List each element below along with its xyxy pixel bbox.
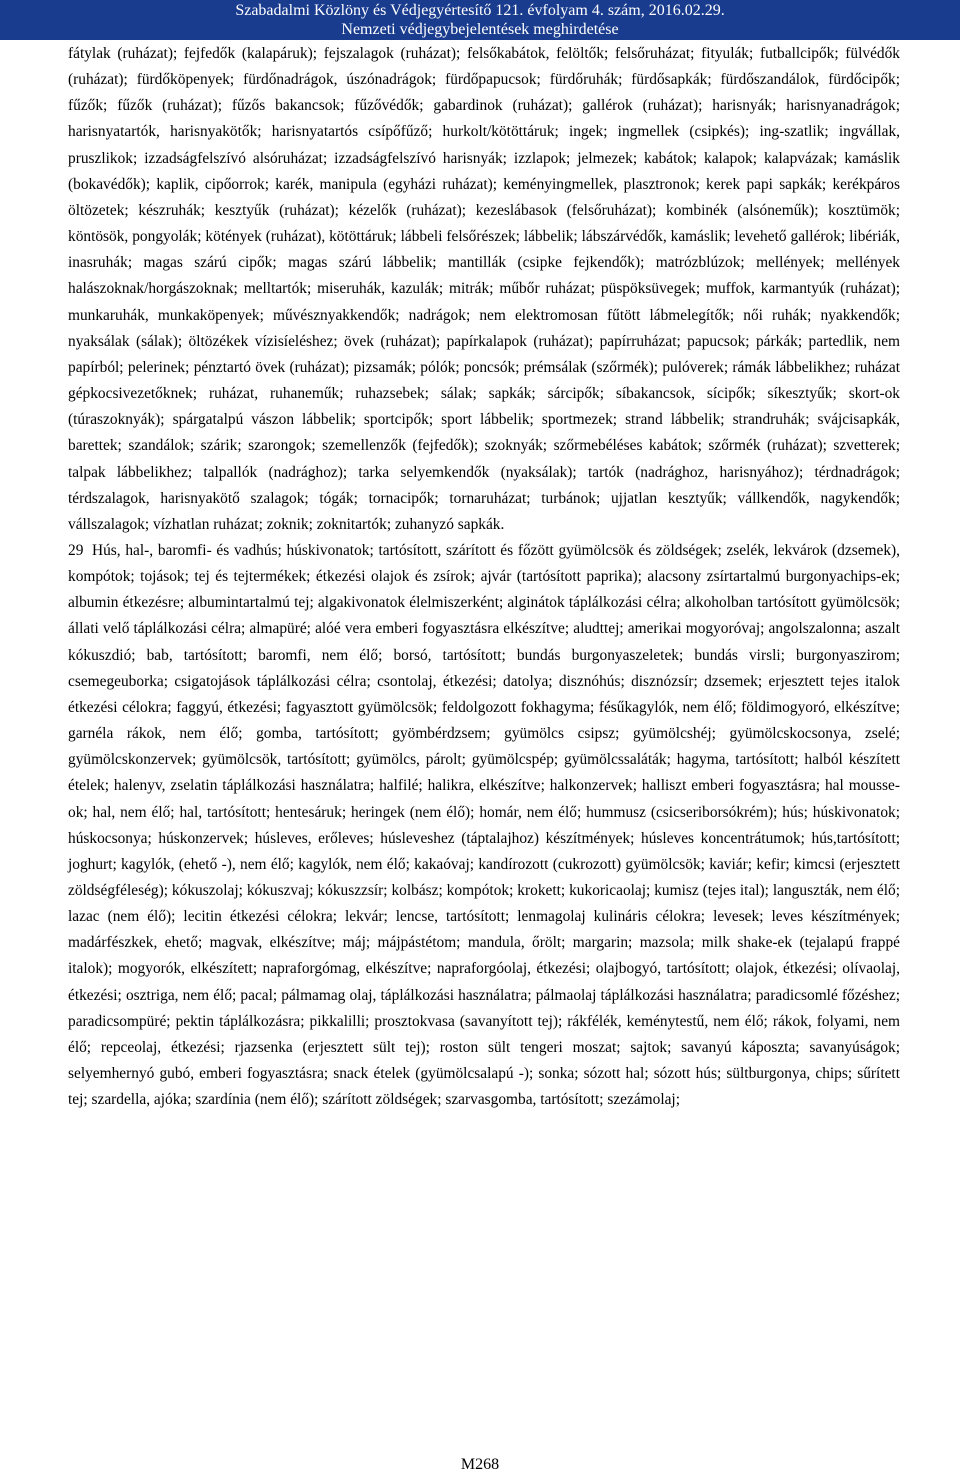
page-header bbox=[0, 0, 960, 40]
class-29-paragraph bbox=[68, 538, 900, 1113]
class-25-continuation: fátylak (ruházat); fejfedők (kalapáruk); fejszalagok (ruházat); felsőkabátok, felöltők; felsőruházat; fityulák; futballcipők; fülvédők (ruházat); fürdőköpenyek; fürdőnadrágok, úszónadrágok; fürdőpapucsok; fürdőruhák; fürdősapkák; fürdőszandálok, fürdőcipők; fűzők; fűzők (ruházat); fűzős bakancsok; fűzővédők; gabardinok (ruházat); gallérok (ruházat); harisnyák; harisnyanadrágok; harisnyatartók, harisnyakötők; harisnyatartós csípőfűző; hurkolt/kötöttáruk; ingek; ingmellek (csipkés); ing-szatlik; ingvállak, pruszlikok; izzadságfelszívó alsóruházat; izzadságfelszívó harisnyák; izzlapok; jelmezek; kabátok; kalapok; kalapvázak; kamáslik (bokavédők); kaplik, cipőorrok; karék, manipula (egyházi ruházat); keményingmellek, plasztronok; kerek papi sapkák; kerékpáros öltözetek; készruhák; kesztyűk (ruházat); kézelők (ruházat); kezeslábasok (felsőruházat); kombinék (alsóneműk); kosztümök; köntösök, pongyolák; kötények (ruházat), kötöttáruk; lábbeli felsőrészek; lábbelik; lábszárvédők, kamáslik; levehető gallérok; libériák, inasruhák; magas szárú cipők; magas szárú lábbelik; mantillák (csipke fejkendők); matrózblúzok; mellények; mellények halászoknak/horgászoknak; melltartók; miseruhák, kazulák; mitrák; műbőr ruházat; püspöksüvegek; muffok, karmantyúk (ruházat); munkaruhák, munkaköpenyek; művésznyakkendők; nadrágok; nem elektromosan fűtött lábmelegítők; női ruhák; nyakkendők; nyaksálak (sálak); öltözékek vízisíeléshez; övek (ruházat); papírkalapok (ruházat); papírruházat; papucsok; párkák; partedlik, nem papírból; pelerinek; pénztartó övek (ruházat); pizsamák; pólók; poncsók; prémsálak (szőrmék); pulóverek; rámák lábbelikhez; ruházat gépkocsivezetőknek; ruházat, ruhaneműk; ruhazsebek; sálak; sapkák; sárcipők; síbakancsok, sícipők; síkesztyűk; skort-ok (túraszoknyák); spárgatalpú vászon lábbelik; sportcipők; sport lábbelik; sportmezek; strand lábbelik; strandruhák; svájcisapkák, barettek; szandálok; szárik; szarongok; szemellenzők (fejfedők); szoknyák; szőrmebéléses kabátok; szőrmék (ruházat); szvetterek; talpak lábbelikhez; talpallók (nadrághoz); tarka selyemkendők (nyaksálak); tartók (nadrághoz, harisnyához); térdnadrágok; térdszalagok, harisnyakötő szalagok; tógák; tornacipők; tornaruházat; turbánok; ujjatlan kesztyűk; vállkendők, nagykendők; vállszalagok; vízhatlan ruházat; zoknik; zoknitartók; zuhanyzó sapkák. bbox=[68, 45, 900, 533]
journal-title: Szabadalmi Közlöny és Védjegyértesítő 121. évfolyam 4. szám, 2016.02.29. bbox=[235, 2, 725, 19]
class-number: 29 bbox=[68, 541, 84, 559]
page-body bbox=[68, 41, 900, 1113]
section-title: Nemzeti védjegybejelentések meghirdetése bbox=[341, 21, 619, 38]
page-number: M268 bbox=[460, 1456, 500, 1473]
class-29-text: Hús, hal-, baromfi- és vadhús; húskivonatok; tartósított, szárított és főzött gyümölcsök és zöldségek; zselék, lekvárok (dzsemek), kompótok; tojások; tej és tejtermékek; étkezési olajok és zsírok; ajvár (tartósított paprika); alacsony zsírtartalmú burgonyachips-ek; albumin étkezésre; albumintartalmú tej; algakivonatok élelmiszerként; alginátok táplálkozási célra; alkoholban tartósított gyümölcsök; állati velő táplálkozási célra; almapüré; alóé vera emberi fogyasztásra elkészítve; aludttej; amerikai mogyoróvaj; angolszalonna; aszalt kókuszdió; bab, tartósított; baromfi, nem élő; borsó, tartósított; bundás burgonyaszeletek; bundás virsli; burgonyaszirom; csemegeuborka; csigatojások táplálkozási célra; csontolaj, étkezési; datolya; disznóhús; disznózsír; dzsemek; erjesztett tejes italok étkezési célokra; faggyú, étkezési; fagyasztott gyümölcsök; feldolgozott fokhagyma; fésűkagylók, nem élő; földimogyoró, elkészítve; garnéla rákok, nem élő; gomba, tartósított; gyömbérdzsem; gyümölcs csipsz; gyümölcshéj; gyümölcskocsonya, zselé; gyümölcskonzervek; gyümölcsök, tartósított; gyümölcs, párolt; gyümölcspép; gyümölcssaláták; hagyma, tartósított; halból készített ételek; halenyv, zselatin táplálkozási használatra; halfilé; halikra, elkészítve; halkonzervek; halliszt emberi fogyasztásra; hal mousse-ok; hal, nem élő; hal, tartósított; hentesáruk; heringek (nem élő); homár, nem élő; hummusz (csicseriborsókrém); hús; húskivonatok; húskocsonya; húskonzervek; húsleves, erőleves; húsleveshez (táptalajhoz) készítmények; húsleves koncentrátumok; hús,tartósított; joghurt; kagylók, (ehető -), nem élő; kagylók, nem élő; kakaóvaj; kandírozott (cukrozott) gyümölcsök; kaviár; kefir; kimcsi (erjesztett zöldségféleség); kókuszolaj; kókuszvaj; kókuszzsír; kolbász; kompótok; krokett; kukoricaolaj; kumisz (tejes ital); languszták, nem élő; lazac (nem élő); lecitin étkezési célokra; lekvár; lencse, tartósított; lenmagolaj kulináris célokra; levesek; leves készítmények; madárfészkek, ehető; magvak, elkészítve; máj; májpástétom; mandula, őrölt; margarin; mazsola; milk shake-ek (tejalapú frappé italok); mogyorók, elkészített; napraforgómag, elkészítve; napraforgóolaj, étkezési; olajbogyó, tartósított; olajok, étkezési; olívaolaj, étkezési; osztriga, nem élő; pacal; pálmamag olaj, táplálkozási használatra; pálmaolaj táplálkozási használatra; paradicsomlé főzéshez; paradicsompüré; pektin táplálkozásra; pikkalilli; prosztokvasa (savanyított tej); rákfélék, keménytestű, nem élő; rákok, folyami, nem élő; repceolaj, étkezési; rjazsenka (erjesztett sült tej); roston sült tengeri moszat; sajtok; savanyú káposzta; savanyúságok; selyemhernyó gubó, emberi fogyasztásra; snack ételek (gyümölcsalapú -); sonka; sózott hal; sózott hús; sültburgonya, chips; sűrített tej; szardella, ajóka; szardínia (nem élő); szárított zöldségek; szarvasgomba, tartósított; szezámolaj; bbox=[68, 541, 900, 1109]
